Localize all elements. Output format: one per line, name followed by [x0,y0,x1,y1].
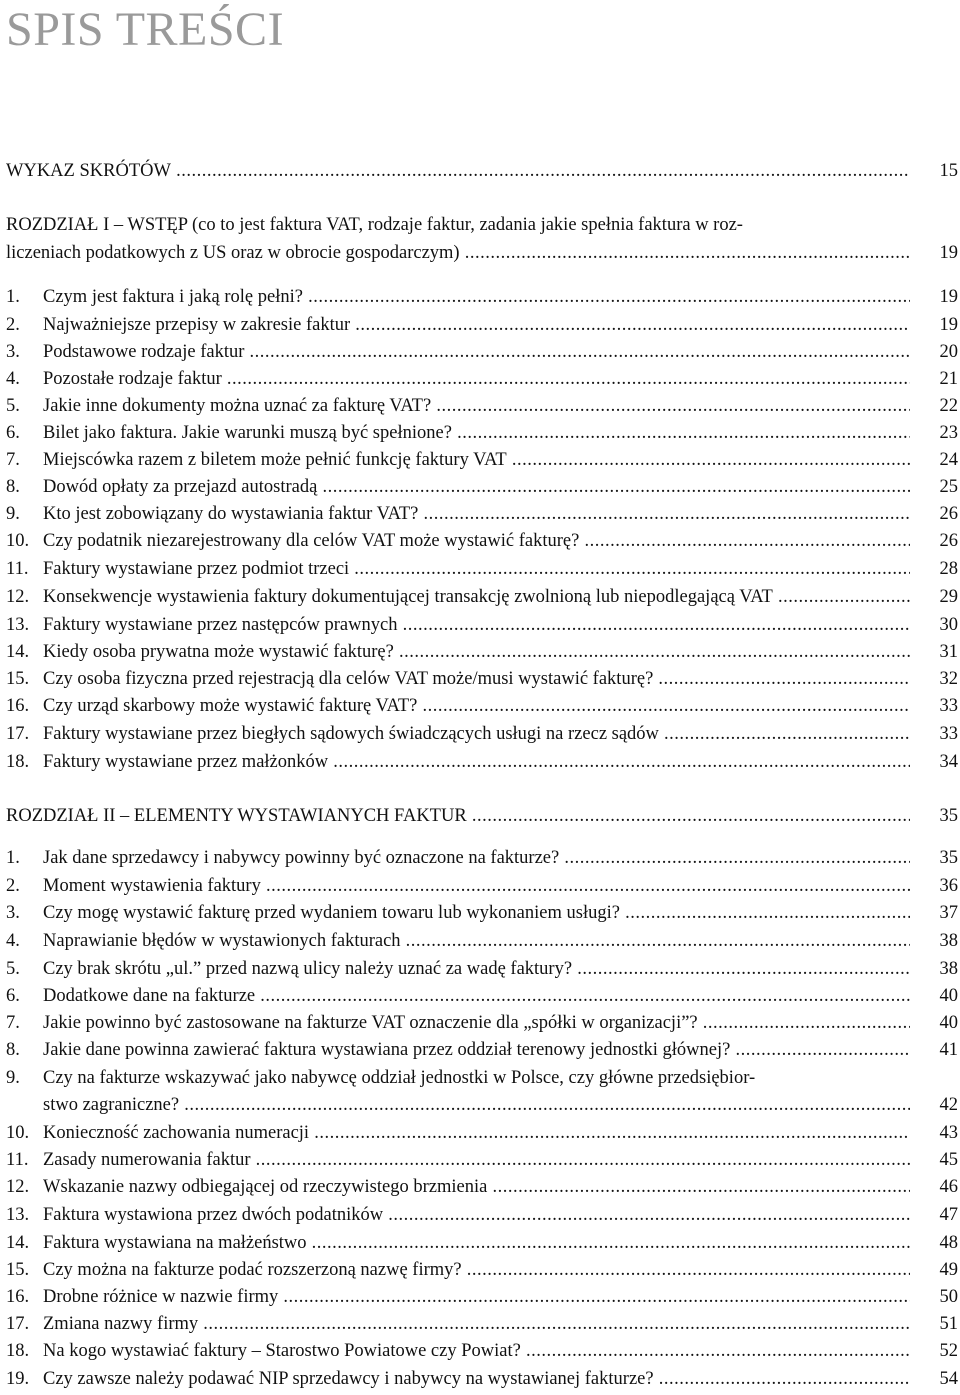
toc-item-title: Podstawowe rodzaje faktur ..... [43,339,910,366]
toc-item-row [0,1010,960,1037]
toc-item-row [0,420,960,447]
toc-item-number: 2. [6,876,20,896]
toc-item-title: Faktury wystawiane przez biegłych sądowych świadczących usługi na rzecz sądów ..... [43,721,910,748]
toc-item-number: 19. [6,1369,30,1389]
toc-page-number: 54 [939,1369,958,1389]
toc-item-row [0,501,960,528]
toc-item-title: Faktury wystawiane przez podmiot trzeci ..... [43,556,910,583]
toc-section-row [0,158,960,185]
toc-item-row [0,1174,960,1201]
toc-item-number: 13. [6,615,30,635]
toc-item-number: 14. [6,642,30,662]
toc-item-number: 17. [6,1314,30,1334]
toc-item-number: 16. [6,1287,30,1307]
toc-page-number: 38 [939,931,958,951]
toc-page-number: 28 [939,559,958,579]
toc-item-title: Na kogo wystawiać faktury – Starostwo Powiatowe czy Powiat? ..... [43,1338,910,1365]
toc-page-number: 40 [939,986,958,1006]
toc-item-row [0,749,960,776]
toc-item-number: 16. [6,696,30,716]
toc-item-row [0,1202,960,1229]
toc-page-number: 22 [939,396,958,416]
toc-item-row [0,956,960,983]
toc-item-number: 12. [6,587,30,607]
toc-page-number: 20 [939,342,958,362]
toc-item-number: 3. [6,903,20,923]
toc-item-number: 5. [6,396,20,416]
toc-item-title: Czy brak skrótu „ul.” przed nazwą ulicy należy uznać za wadę faktury? ..... [43,956,910,983]
toc-item-title: Jakie dane powinna zawierać faktura wystawiana przez oddział terenowy jednostki głównej? ..... [43,1037,910,1064]
toc-page-number: 23 [939,423,958,443]
toc-item-row [0,339,960,366]
toc-section-title: WYKAZ SKRÓTÓW ..... [6,158,910,185]
toc-item-number: 10. [6,531,30,551]
toc-page-number: 29 [939,587,958,607]
toc-page-number: 19 [939,243,958,263]
toc-item-row [0,1311,960,1338]
toc-item-number: 7. [6,450,20,470]
toc-page-number: 19 [939,315,958,335]
toc-item-title: Jakie powinno być zastosowane na fakturze VAT oznaczenie dla „spółki w organizacji”? ..... [43,1010,910,1037]
toc-item-title: Konieczność zachowania numeracji ..... [43,1120,910,1147]
toc-item-title: Naprawianie błędów w wystawionych fakturach ..... [43,928,910,955]
toc-page-number: 41 [939,1040,958,1060]
toc-item-title: stwo zagraniczne? ..... [43,1092,910,1119]
toc-page-number: 34 [939,752,958,772]
toc-item-row [0,1120,960,1147]
toc-item-number: 13. [6,1205,30,1225]
toc-item-row [0,873,960,900]
toc-item-title: Zmiana nazwy firmy ..... [43,1311,910,1338]
toc-item-row [0,928,960,955]
toc-page-number: 31 [939,642,958,662]
toc-section-title: ROZDZIAŁ I – WSTĘP (co to jest faktura VAT, rodzaje faktur, zadania jakie spełnia faktura w roz- [6,215,743,235]
toc-item-number: 12. [6,1177,30,1197]
toc-item-title: Czy urząd skarbowy może wystawić fakturę VAT? ..... [43,693,910,720]
toc-item-row [0,612,960,639]
toc-item-row [0,366,960,393]
toc-item-title: Czy podatnik niezarejestrowany dla celów VAT może wystawić fakturę? ..... [43,528,910,555]
toc-item-number: 1. [6,287,20,307]
toc-item-row [0,1366,960,1393]
toc-item-row [0,312,960,339]
toc-page-number: 30 [939,615,958,635]
toc-item-row [0,393,960,420]
toc-item-number: 6. [6,986,20,1006]
toc-item-row [0,584,960,611]
toc-item-row [0,1037,960,1064]
toc-item-row [0,845,960,872]
toc-item-title: Czym jest faktura i jaką rolę pełni? ..... [43,284,910,311]
toc-item-row [0,721,960,748]
toc-item-number: 17. [6,724,30,744]
toc-page-number: 25 [939,477,958,497]
toc-item-row [0,1065,960,1092]
toc-section-row [0,212,960,239]
toc-item-row [0,474,960,501]
toc-item-number: 6. [6,423,20,443]
toc-page-number: 45 [939,1150,958,1170]
toc-item-row [0,1284,960,1311]
toc-section-title: liczeniach podatkowych z US oraz w obrocie gospodarczym) ..... [6,240,910,267]
toc-page-number: 49 [939,1260,958,1280]
toc-page-number: 48 [939,1233,958,1253]
toc-item-title: Bilet jako faktura. Jakie warunki muszą być spełnione? ..... [43,420,910,447]
toc-item-title: Faktury wystawiane przez następców prawnych ..... [43,612,910,639]
toc-page-number: 35 [939,806,958,826]
toc-item-title: Czy na fakturze wskazywać jako nabywcę oddział jednostki w Polsce, czy główne przedsiębior- [43,1068,756,1088]
toc-item-title: Pozostałe rodzaje faktur ..... [43,366,910,393]
toc-item-row [0,1092,960,1119]
toc-item-number: 4. [6,369,20,389]
toc-item-title: Moment wystawienia faktury ..... [43,873,910,900]
toc-item-title: Czy można na fakturze podać rozszerzoną nazwę firmy? ..... [43,1257,910,1284]
toc-item-title: Drobne różnice w nazwie firmy ..... [43,1284,910,1311]
toc-item-title: Faktury wystawiane przez małżonków ..... [43,749,910,776]
toc-page-number: 42 [939,1095,958,1115]
toc-item-title: Czy mogę wystawić fakturę przed wydaniem towaru lub wykonaniem usługi? ..... [43,900,910,927]
toc-item-number: 8. [6,1040,20,1060]
toc-item-number: 15. [6,1260,30,1280]
toc-item-number: 4. [6,931,20,951]
toc-item-row [0,556,960,583]
toc-item-number: 15. [6,669,30,689]
toc-item-number: 7. [6,1013,20,1033]
toc-item-title: Jak dane sprzedawcy i nabywcy powinny być oznaczone na fakturze? ..... [43,845,910,872]
toc-item-row [0,983,960,1010]
toc-item-title: Wskazanie nazwy odbiegającej od rzeczywistego brzmienia ..... [43,1174,910,1201]
toc-page-number: 26 [939,531,958,551]
toc-page-number: 38 [939,959,958,979]
toc-item-number: 18. [6,1341,30,1361]
toc-item-row [0,447,960,474]
toc-item-number: 2. [6,315,20,335]
toc-page-number: 15 [939,161,958,181]
toc-page-number: 51 [939,1314,958,1334]
toc-item-title: Konsekwencje wystawienia faktury dokumentującej transakcję zwolnioną lub niepodlegającą VAT ..... [43,584,910,611]
toc-item-row [0,1338,960,1365]
toc-page-number: 40 [939,1013,958,1033]
toc-item-number: 5. [6,959,20,979]
toc-item-number: 11. [6,559,29,579]
toc-item-title: Faktura wystawiana na małżeństwo ..... [43,1230,910,1257]
toc-page-number: 43 [939,1123,958,1143]
toc-page-number: 24 [939,450,958,470]
toc-item-number: 18. [6,752,30,772]
toc-page-number: 33 [939,724,958,744]
toc-page-number: 36 [939,876,958,896]
toc-item-row [0,1257,960,1284]
toc-item-title: Dowód opłaty za przejazd autostradą ..... [43,474,910,501]
toc-section-row [0,240,960,267]
toc-item-number: 9. [6,504,20,524]
toc-item-title: Zasady numerowania faktur ..... [43,1147,910,1174]
toc-item-row [0,693,960,720]
toc-item-title: Miejscówka razem z biletem może pełnić funkcję faktury VAT ..... [43,447,910,474]
toc-page-number: 35 [939,848,958,868]
toc-item-row [0,1230,960,1257]
toc-page-number: 50 [939,1287,958,1307]
toc-section-row [0,803,960,830]
page-title: SPIS TREŚCI [6,3,285,56]
toc-page-number: 37 [939,903,958,923]
toc-page-number: 32 [939,669,958,689]
toc-item-title: Faktura wystawiona przez dwóch podatników ..... [43,1202,910,1229]
toc-item-row [0,528,960,555]
toc-item-title: Czy osoba fizyczna przed rejestracją dla celów VAT może/musi wystawić fakturę? ..... [43,666,910,693]
toc-item-row [0,639,960,666]
toc-item-title: Czy zawsze należy podawać NIP sprzedawcy i nabywcy na wystawianej fakturze? ..... [43,1366,910,1393]
toc-item-title: Kto jest zobowiązany do wystawiania faktur VAT? ..... [43,501,910,528]
toc-item-title: Najważniejsze przepisy w zakresie faktur ..... [43,312,910,339]
toc-item-number: 9. [6,1068,20,1088]
toc-item-row [0,900,960,927]
toc-item-title: Dodatkowe dane na fakturze ..... [43,983,910,1010]
toc-item-row [0,284,960,311]
toc-section-title: ROZDZIAŁ II – ELEMENTY WYSTAWIANYCH FAKTUR ..... [6,803,910,830]
toc-item-number: 11. [6,1150,29,1170]
toc-page-number: 46 [939,1177,958,1197]
toc-page-number: 19 [939,287,958,307]
toc-item-number: 14. [6,1233,30,1253]
toc-page-number: 21 [939,369,958,389]
toc-item-number: 10. [6,1123,30,1143]
toc-item-number: 8. [6,477,20,497]
toc-item-row [0,1147,960,1174]
toc-item-title: Kiedy osoba prywatna może wystawić fakturę? ..... [43,639,910,666]
toc-page-number: 47 [939,1205,958,1225]
toc-page-number: 52 [939,1341,958,1361]
toc-item-number: 3. [6,342,20,362]
toc-item-row [0,666,960,693]
toc-item-title: Jakie inne dokumenty można uznać za fakturę VAT? ..... [43,393,910,420]
toc-page-number: 33 [939,696,958,716]
toc-item-number: 1. [6,848,20,868]
toc-page-number: 26 [939,504,958,524]
